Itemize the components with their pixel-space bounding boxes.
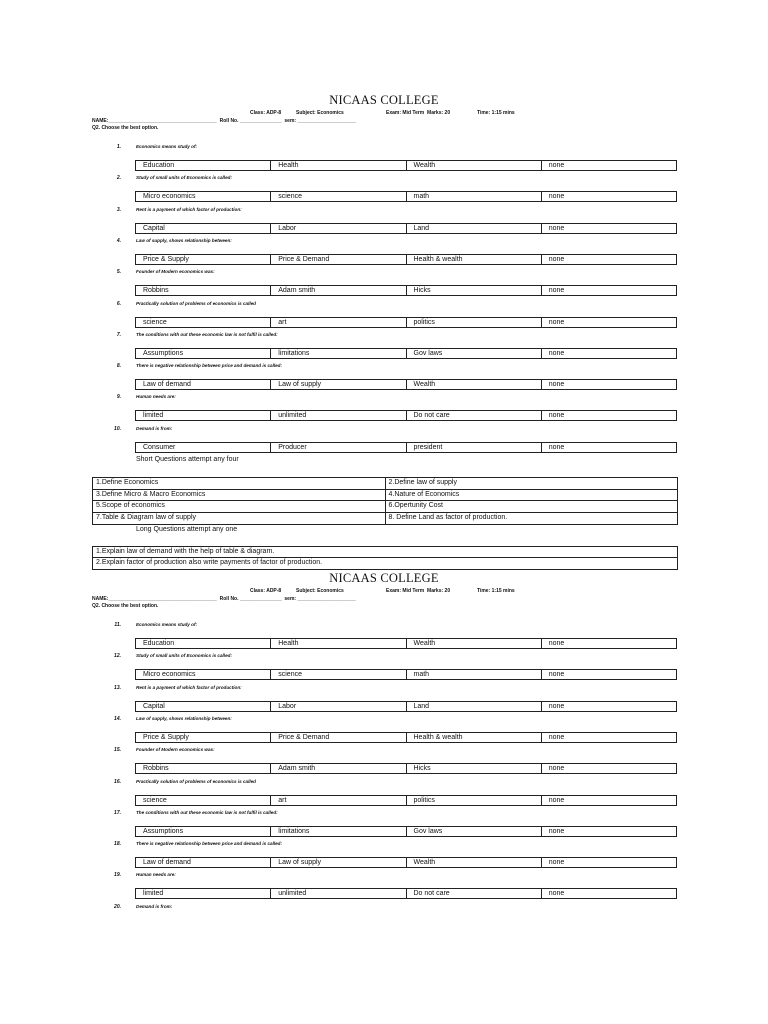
answer-option[interactable]: limited [136,889,271,898]
question-number: 4. [116,237,121,244]
short-question: 1.Define Economics [93,478,386,489]
answer-options-row [135,160,677,171]
answer-option[interactable]: none [548,318,565,326]
question-text: Practically solution of problems of economics is called [136,778,256,784]
answer-option[interactable]: Micro economics [136,192,271,201]
short-questions-heading: Short Questions attempt any four [136,456,239,463]
answer-option[interactable]: politics [407,796,542,805]
question-text: The conditions with out these economic law is not fulfil is called: [136,331,278,337]
answer-option[interactable]: Do not care [407,889,542,898]
class-label: Class: ADP-8 [250,110,282,116]
instruction-2: Q2. Choose the best option. [92,603,159,609]
name-line: NAME:_______________________________________ Roll No. _______________ sem: _____________________ [92,118,356,124]
answer-option[interactable]: Education [136,161,271,170]
answer-option[interactable]: Hicks [407,764,542,773]
question-text: There is negative relationship between price and demand is called: [136,841,283,847]
answer-options-row [135,348,677,359]
answer-option[interactable]: none [548,765,565,773]
answer-options-row [135,254,677,265]
answer-option[interactable]: none [548,349,565,357]
answer-option[interactable]: none [548,255,565,263]
answer-option[interactable]: limitations [271,349,406,358]
answer-option[interactable]: limitations [271,827,406,836]
answer-option[interactable]: none [548,640,565,647]
answer-option[interactable]: none [548,412,565,420]
long-questions-heading: Long Questions attempt any one [136,526,238,533]
question-text: Law of supply, shows relationship between: [136,715,232,721]
answer-option[interactable]: Law of supply [271,858,406,867]
answer-option[interactable]: art [271,318,406,327]
answer-option[interactable]: none [548,287,565,295]
long-question: 2.Explain factor of production also write payments of factor of production. [96,559,323,566]
table-row [93,490,677,502]
answer-options-row [135,223,677,234]
answer-option[interactable]: Health [271,161,406,170]
answer-options-row [135,795,677,806]
answer-option[interactable]: none [548,859,565,867]
answer-option[interactable]: Do not care [407,411,542,420]
answer-option[interactable]: Law of demand [136,858,271,867]
answer-option[interactable]: art [271,796,406,805]
answer-option[interactable]: science [271,192,406,201]
question-text: There is negative relationship between price and demand is called: [136,363,283,369]
answer-option[interactable]: Law of demand [136,380,271,389]
college-title: NICAAS COLLEGE [329,93,439,107]
answer-option[interactable]: Wealth [407,639,542,648]
question-number: 12. [114,653,121,660]
answer-option[interactable]: Consumer [136,443,271,452]
answer-option[interactable]: Robbins [136,764,271,773]
question-number: 10. [114,425,121,432]
answer-options-row [135,379,677,390]
question-number: 14. [114,715,121,722]
short-question: 2.Define law of supply [388,479,457,486]
answer-option[interactable]: limited [136,411,271,420]
answer-option[interactable]: unlimited [271,889,406,898]
question-text: Demand is from: [136,903,173,909]
question-text: Practically solution of problems of economics is called [136,300,256,306]
question-text: Law of supply, shows relationship between: [136,237,232,243]
answer-option[interactable]: Land [407,702,542,711]
question-text: Founder of Modern economics was: [136,747,215,753]
question-number: 16. [114,778,121,785]
short-question: 3.Define Micro & Macro Economics [93,490,386,501]
class-label-2: Class: ADP-8 [250,588,282,594]
subject-label: Subject: Economics [296,110,344,116]
exam-label-2: Exam: Mid Term Marks: 20 [386,588,451,594]
table-row [93,478,677,490]
answer-option[interactable]: math [407,670,542,679]
answer-options-row [135,763,677,774]
short-question: 7.Table & Diagram law of supply [93,513,386,525]
question-text: Demand is from: [136,425,173,431]
answer-option[interactable]: Price & Supply [136,255,271,264]
answer-option[interactable]: Wealth [407,380,542,389]
time-label: Time: 1:15 mins [477,110,515,116]
question-text: Human needs are: [136,394,176,400]
answer-options-row [135,826,677,837]
answer-option[interactable]: none [548,381,565,389]
question-text: The conditions with out these economic law is not fulfil is called: [136,809,278,815]
answer-options-row [135,701,677,712]
answer-option[interactable]: Wealth [407,858,542,867]
question-number: 20. [114,903,121,910]
question-text: Study of small units of Economics is called: [136,653,232,659]
question-number: 19. [114,872,121,879]
question-number: 2. [116,175,121,182]
answer-option[interactable]: Adam smith [271,764,406,773]
answer-option[interactable]: Hicks [407,286,542,295]
answer-options-row [135,732,677,743]
answer-option[interactable]: none [548,443,565,451]
answer-option[interactable]: Adam smith [271,286,406,295]
answer-option[interactable]: politics [407,318,542,327]
answer-options-row [135,442,677,453]
answer-option[interactable]: none [548,890,565,898]
question-text: Human needs are: [136,872,176,878]
question-number: 7. [116,331,121,338]
answer-option[interactable]: Robbins [136,286,271,295]
answer-option[interactable]: science [136,796,271,805]
answer-option[interactable]: Price & Demand [271,733,406,742]
answer-option[interactable]: Health [271,639,406,648]
question-text: Founder of Modern economics was: [136,269,215,275]
answer-option[interactable]: none [548,162,565,169]
answer-option[interactable]: Micro economics [136,670,271,679]
answer-options-row [135,888,677,899]
short-questions-table [92,477,678,525]
answer-option[interactable]: none [548,827,565,835]
name-line-2: NAME:_______________________________________ Roll No. _______________ sem: _____________________ [92,596,356,602]
answer-options-row [135,285,677,296]
answer-options-row [135,191,677,202]
long-question: 1.Explain law of demand with the help of table & diagram. [93,547,677,558]
answer-option[interactable]: unlimited [271,411,406,420]
answer-option[interactable]: Gov laws [407,349,542,358]
long-questions-table [92,546,678,570]
answer-option[interactable]: science [136,318,271,327]
question-text: Rent is a payment of which factor of production: [136,684,242,690]
answer-option[interactable]: none [548,671,565,679]
answer-options-row [135,669,677,680]
answer-option[interactable]: Price & Demand [271,255,406,264]
instruction: Q2. Choose the best option. [92,125,159,131]
answer-option[interactable]: Assumptions [136,827,271,836]
question-number: 6. [116,300,121,307]
question-number: 3. [116,206,121,213]
answer-options-row [135,857,677,868]
answer-option[interactable]: Health & wealth [407,255,542,264]
question-number: 1. [116,144,121,150]
answer-option[interactable]: Capital [136,224,271,233]
answer-option[interactable]: none [548,733,565,741]
question-number: 5. [116,269,121,276]
short-question: 6.Opertunity Cost [388,502,443,509]
answer-option[interactable]: Labor [271,224,406,233]
answer-option[interactable]: Labor [271,702,406,711]
question-number: 11. [114,622,121,628]
answer-option[interactable]: Price & Supply [136,733,271,742]
question-text: Study of small units of Economics is called: [136,175,232,181]
answer-option[interactable]: Health & wealth [407,733,542,742]
college-title-2: NICAAS COLLEGE [329,571,439,585]
subject-label-2: Subject: Economics [296,588,344,594]
answer-option[interactable]: Assumptions [136,349,271,358]
answer-option[interactable]: math [407,192,542,201]
answer-option[interactable]: science [271,670,406,679]
answer-option[interactable]: Land [407,224,542,233]
short-question: 8. Define Land as factor of production. [388,513,508,521]
answer-option[interactable]: none [548,193,565,201]
answer-options-row [135,638,677,649]
answer-option[interactable]: none [548,224,565,232]
answer-option[interactable]: Wealth [407,161,542,170]
answer-option[interactable]: president [407,443,542,452]
question-number: 13. [114,684,121,691]
question-number: 9. [116,394,121,401]
question-number: 17. [114,809,121,816]
question-text: Economics means study of: [136,144,198,149]
question-number: 8. [116,363,121,370]
short-question: 4.Nature of Economics [388,490,460,498]
answer-option[interactable]: Education [136,639,271,648]
answer-option[interactable]: Gov laws [407,827,542,836]
answer-option[interactable]: Capital [136,702,271,711]
table-row [93,501,677,513]
answer-option[interactable]: none [548,796,565,804]
answer-option[interactable]: none [548,702,565,710]
exam-label: Exam: Mid Term Marks: 20 [386,110,451,116]
question-text: Rent is a payment of which factor of production: [136,206,242,212]
table-row [93,513,677,525]
answer-option[interactable]: Law of supply [271,380,406,389]
time-label-2: Time: 1:15 mins [477,588,515,594]
short-question: 5.Scope of economics [93,501,386,512]
question-number: 15. [114,747,121,754]
question-number: 18. [114,841,121,848]
answer-options-row [135,410,677,421]
answer-options-row [135,317,677,328]
answer-option[interactable]: Producer [271,443,406,452]
question-text: Economics means study of: [136,622,198,627]
